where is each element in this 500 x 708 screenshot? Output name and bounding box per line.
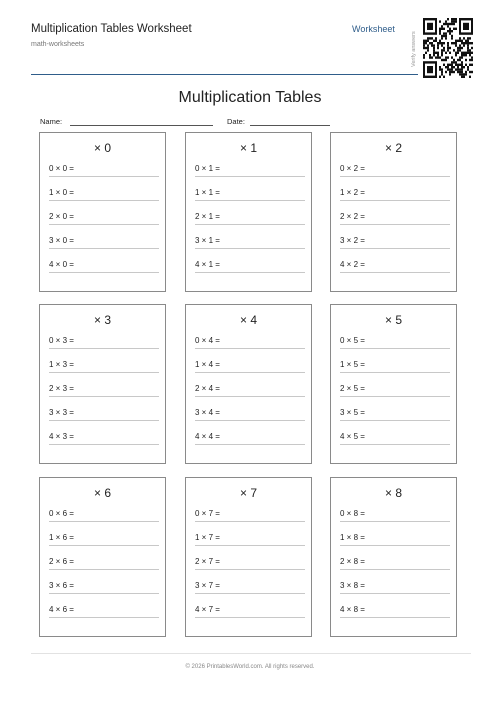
- answer-line[interactable]: [340, 348, 450, 349]
- problem-row: [340, 384, 450, 398]
- problem-text: 2 × 6 =: [49, 557, 74, 566]
- answer-line[interactable]: [49, 224, 159, 225]
- answer-line[interactable]: [340, 396, 450, 397]
- answer-line[interactable]: [340, 420, 450, 421]
- name-label: Name:: [40, 117, 63, 126]
- problem-row: [49, 360, 159, 374]
- problem-row: [340, 236, 450, 250]
- footer-copyright: © 2026 PrintablesWorld.com. All rights reserved.: [185, 664, 315, 670]
- problem-row: [49, 212, 159, 226]
- problem-text: 1 × 7 =: [195, 533, 220, 542]
- answer-line[interactable]: [49, 348, 159, 349]
- table-title: × 0: [93, 141, 111, 155]
- answer-line[interactable]: [340, 545, 450, 546]
- answer-line[interactable]: [340, 569, 450, 570]
- problem-text: 3 × 3 =: [49, 408, 74, 417]
- problem-text: 3 × 5 =: [340, 408, 365, 417]
- problem-row: [340, 408, 450, 422]
- problem-row: [195, 188, 305, 202]
- problem-text: 4 × 0 =: [49, 260, 74, 269]
- problem-text: 2 × 3 =: [49, 384, 74, 393]
- problem-text: 3 × 0 =: [49, 236, 74, 245]
- problem-row: [49, 236, 159, 250]
- problem-row: [340, 336, 450, 350]
- answer-line[interactable]: [195, 593, 305, 594]
- problem-text: 4 × 4 =: [195, 432, 220, 441]
- problem-text: 1 × 4 =: [195, 360, 220, 369]
- answer-line[interactable]: [49, 521, 159, 522]
- answer-line[interactable]: [49, 396, 159, 397]
- date-label: Date:: [227, 117, 245, 126]
- answer-line[interactable]: [49, 248, 159, 249]
- problem-text: 1 × 6 =: [49, 533, 74, 542]
- problem-row: [195, 236, 305, 250]
- problem-row: [195, 533, 305, 547]
- table-title: × 3: [93, 313, 111, 327]
- answer-line[interactable]: [340, 224, 450, 225]
- problem-text: 2 × 0 =: [49, 212, 74, 221]
- problem-row: [340, 212, 450, 226]
- problem-text: 0 × 3 =: [49, 336, 74, 345]
- problem-text: 2 × 8 =: [340, 557, 365, 566]
- answer-line[interactable]: [340, 521, 450, 522]
- answer-line[interactable]: [49, 420, 159, 421]
- problem-text: 4 × 1 =: [195, 260, 220, 269]
- problem-row: [49, 260, 159, 274]
- problem-text: 0 × 7 =: [195, 509, 220, 518]
- problem-row: [49, 605, 159, 619]
- problem-text: 0 × 8 =: [340, 509, 365, 518]
- answer-line[interactable]: [49, 569, 159, 570]
- problem-row: [340, 557, 450, 571]
- problem-text: 2 × 4 =: [195, 384, 220, 393]
- problem-row: [49, 432, 159, 446]
- answer-line[interactable]: [340, 272, 450, 273]
- header-subtitle: math-worksheets: [31, 41, 85, 48]
- problem-text: 0 × 4 =: [195, 336, 220, 345]
- table-box: [185, 477, 312, 637]
- table-title: × 1: [239, 141, 257, 155]
- problem-text: 0 × 6 =: [49, 509, 74, 518]
- answer-line[interactable]: [340, 372, 450, 373]
- problem-row: [49, 509, 159, 523]
- problem-row: [195, 581, 305, 595]
- table-box: [185, 304, 312, 464]
- answer-line[interactable]: [195, 521, 305, 522]
- table-title: × 8: [384, 486, 402, 500]
- answer-line[interactable]: [195, 444, 305, 445]
- answer-line[interactable]: [340, 176, 450, 177]
- answer-line[interactable]: [49, 444, 159, 445]
- problem-row: [340, 260, 450, 274]
- problem-row: [340, 164, 450, 178]
- problem-text: 1 × 8 =: [340, 533, 365, 542]
- answer-line[interactable]: [49, 617, 159, 618]
- table-box: [185, 132, 312, 292]
- problem-row: [195, 557, 305, 571]
- problem-row: [195, 384, 305, 398]
- problem-text: 2 × 7 =: [195, 557, 220, 566]
- answer-line[interactable]: [195, 200, 305, 201]
- header-divider: [31, 74, 418, 75]
- problem-text: 2 × 1 =: [195, 212, 220, 221]
- problem-text: 4 × 5 =: [340, 432, 365, 441]
- problem-row: [49, 557, 159, 571]
- problem-row: [195, 432, 305, 446]
- problem-row: [195, 360, 305, 374]
- problem-row: [195, 509, 305, 523]
- table-title: × 2: [384, 141, 402, 155]
- problem-row: [340, 188, 450, 202]
- answer-line[interactable]: [195, 272, 305, 273]
- problem-text: 4 × 6 =: [49, 605, 74, 614]
- answer-line[interactable]: [195, 396, 305, 397]
- problem-text: 4 × 3 =: [49, 432, 74, 441]
- answer-line[interactable]: [195, 617, 305, 618]
- table-box: [330, 132, 457, 292]
- answer-line[interactable]: [195, 372, 305, 373]
- problem-text: 0 × 1 =: [195, 164, 220, 173]
- problem-row: [49, 384, 159, 398]
- table-box: [39, 477, 166, 637]
- problem-text: 2 × 2 =: [340, 212, 365, 221]
- answer-line[interactable]: [49, 200, 159, 201]
- answer-line[interactable]: [49, 176, 159, 177]
- problem-text: 3 × 7 =: [195, 581, 220, 590]
- problem-text: 0 × 2 =: [340, 164, 365, 173]
- problem-row: [49, 336, 159, 350]
- problem-text: 4 × 2 =: [340, 260, 365, 269]
- problem-text: 2 × 5 =: [340, 384, 365, 393]
- problem-row: [340, 533, 450, 547]
- problem-text: 3 × 6 =: [49, 581, 74, 590]
- table-box: [330, 477, 457, 637]
- problem-row: [195, 408, 305, 422]
- problem-row: [340, 605, 450, 619]
- problem-text: 1 × 5 =: [340, 360, 365, 369]
- answer-line[interactable]: [340, 444, 450, 445]
- answer-line[interactable]: [49, 593, 159, 594]
- footer-divider: [31, 653, 471, 654]
- problem-row: [49, 188, 159, 202]
- problem-text: 1 × 0 =: [49, 188, 74, 197]
- answer-line[interactable]: [195, 420, 305, 421]
- name-field[interactable]: [70, 125, 213, 126]
- table-title: × 6: [93, 486, 111, 500]
- problem-row: [195, 260, 305, 274]
- problem-row: [49, 533, 159, 547]
- problem-row: [340, 360, 450, 374]
- problem-text: 1 × 2 =: [340, 188, 365, 197]
- table-title: × 7: [239, 486, 257, 500]
- header-title: Multiplication Tables Worksheet: [31, 23, 192, 35]
- answer-line[interactable]: [195, 569, 305, 570]
- problem-row: [195, 336, 305, 350]
- answer-line[interactable]: [195, 224, 305, 225]
- answer-line[interactable]: [49, 545, 159, 546]
- problem-row: [49, 408, 159, 422]
- problem-row: [340, 581, 450, 595]
- problem-row: [195, 212, 305, 226]
- problem-text: 3 × 8 =: [340, 581, 365, 590]
- problem-text: 4 × 8 =: [340, 605, 365, 614]
- answer-line[interactable]: [340, 248, 450, 249]
- verify-answers-label: Verify answers: [411, 31, 417, 67]
- qr-code-icon: [423, 18, 473, 78]
- date-field[interactable]: [250, 125, 330, 126]
- problem-row: [195, 164, 305, 178]
- answer-line[interactable]: [195, 348, 305, 349]
- table-box: [330, 304, 457, 464]
- table-box: [39, 304, 166, 464]
- table-title: × 5: [384, 313, 402, 327]
- problem-text: 0 × 5 =: [340, 336, 365, 345]
- problem-row: [340, 432, 450, 446]
- problem-text: 1 × 1 =: [195, 188, 220, 197]
- problem-text: 1 × 3 =: [49, 360, 74, 369]
- answer-line[interactable]: [195, 545, 305, 546]
- answer-line[interactable]: [340, 593, 450, 594]
- table-box: [39, 132, 166, 292]
- answer-line[interactable]: [195, 176, 305, 177]
- table-title: × 4: [239, 313, 257, 327]
- problem-text: 3 × 2 =: [340, 236, 365, 245]
- answer-line[interactable]: [340, 617, 450, 618]
- answer-line[interactable]: [49, 272, 159, 273]
- problem-text: 3 × 4 =: [195, 408, 220, 417]
- problem-text: 4 × 7 =: [195, 605, 220, 614]
- problem-row: [340, 509, 450, 523]
- problem-text: 0 × 0 =: [49, 164, 74, 173]
- header-tag: Worksheet: [352, 24, 395, 34]
- answer-line[interactable]: [195, 248, 305, 249]
- problem-row: [49, 164, 159, 178]
- answer-line[interactable]: [340, 200, 450, 201]
- page-title: Multiplication Tables: [178, 89, 322, 106]
- problem-row: [49, 581, 159, 595]
- problem-row: [195, 605, 305, 619]
- problem-text: 3 × 1 =: [195, 236, 220, 245]
- answer-line[interactable]: [49, 372, 159, 373]
